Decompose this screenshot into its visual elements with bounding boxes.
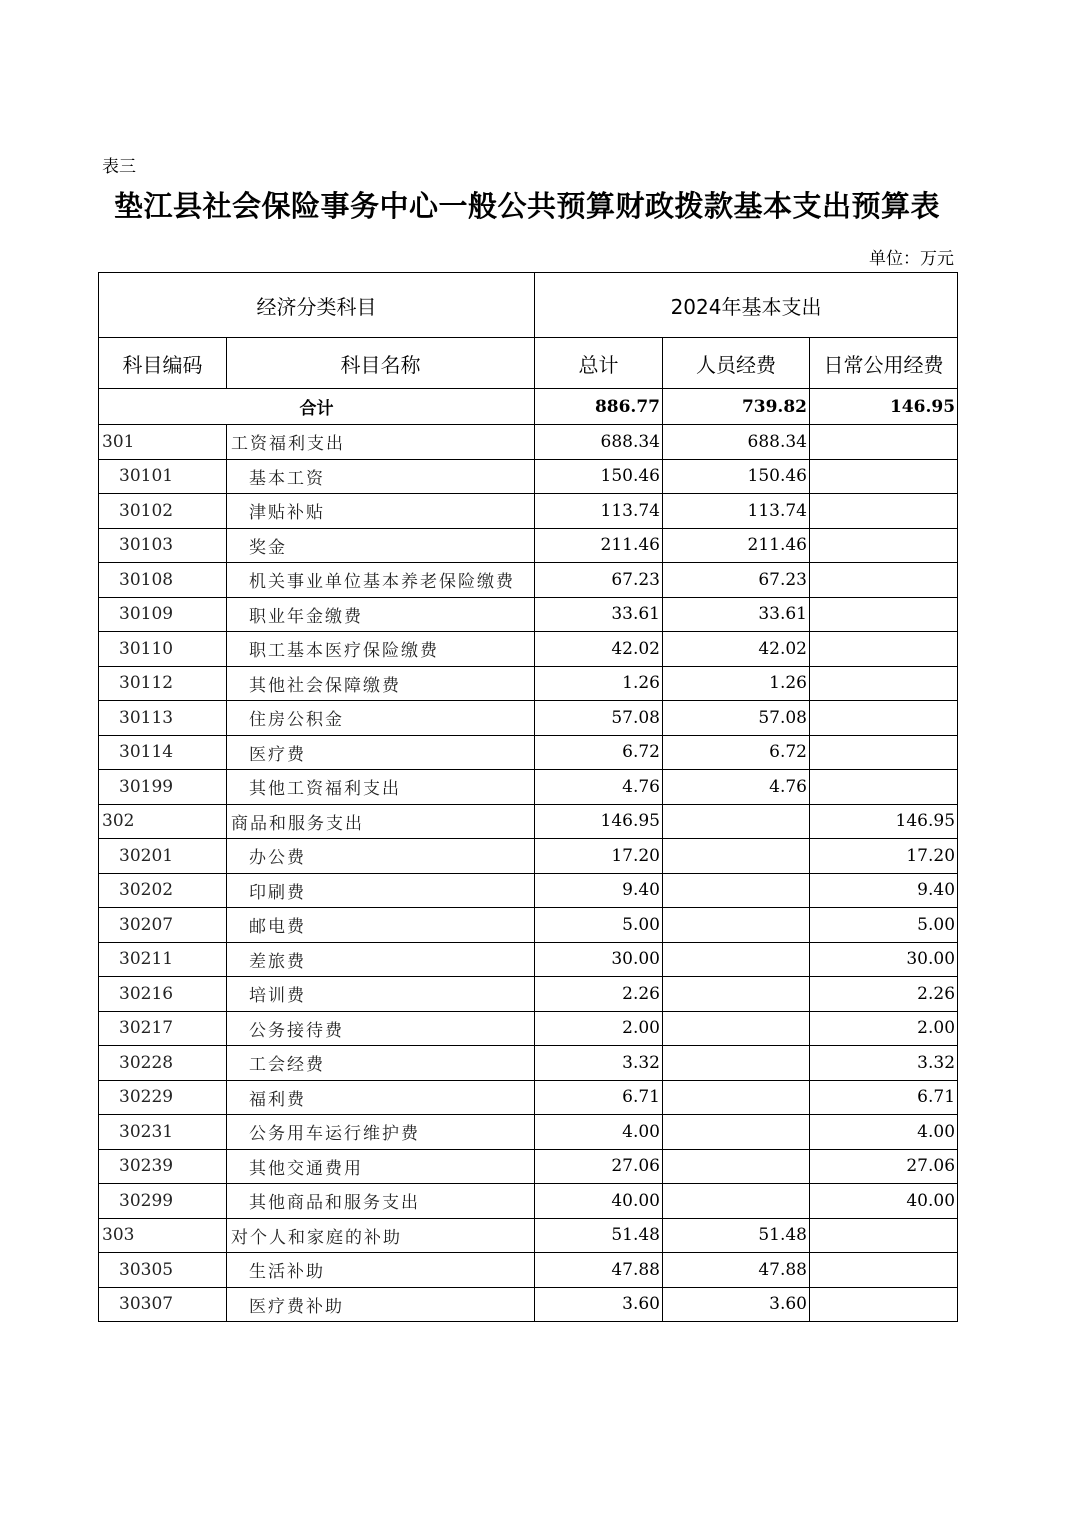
row-code: 30217: [99, 1011, 227, 1046]
row-public: [810, 494, 958, 529]
row-total: 57.08: [535, 701, 663, 736]
table-row: [99, 1149, 958, 1184]
row-public: 6.71: [810, 1080, 958, 1115]
table-row: [99, 770, 958, 805]
row-code: 30114: [99, 735, 227, 770]
row-total: 33.61: [535, 597, 663, 632]
row-name: 职工基本医疗保险缴费: [227, 632, 535, 667]
row-name: 福利费: [227, 1080, 535, 1115]
row-total: 4.00: [535, 1115, 663, 1150]
row-personnel: 47.88: [663, 1253, 810, 1288]
row-total: 2.00: [535, 1011, 663, 1046]
table-row: [99, 666, 958, 701]
row-code: 30211: [99, 942, 227, 977]
table-row: [99, 804, 958, 839]
row-public: 27.06: [810, 1149, 958, 1184]
table-row: [99, 839, 958, 874]
row-total: 42.02: [535, 632, 663, 667]
row-code: 30199: [99, 770, 227, 805]
row-personnel: 3.60: [663, 1287, 810, 1322]
row-personnel: [663, 1184, 810, 1219]
header-code: 科目编码: [99, 338, 227, 389]
row-total: 27.06: [535, 1149, 663, 1184]
row-total: 4.76: [535, 770, 663, 805]
row-total: 47.88: [535, 1253, 663, 1288]
row-personnel: 150.46: [663, 459, 810, 494]
row-personnel: [663, 1080, 810, 1115]
row-total: 17.20: [535, 839, 663, 874]
row-public: [810, 597, 958, 632]
row-name: 生活补助: [227, 1253, 535, 1288]
row-total: 30.00: [535, 942, 663, 977]
table-row: [99, 1115, 958, 1150]
row-public: 5.00: [810, 908, 958, 943]
row-name: 住房公积金: [227, 701, 535, 736]
row-name: 商品和服务支出: [227, 804, 535, 839]
summary-total: 886.77: [535, 389, 663, 425]
row-personnel: [663, 1011, 810, 1046]
header-econ-category: 经济分类科目: [99, 273, 535, 338]
row-total: 67.23: [535, 563, 663, 598]
summary-personnel: 739.82: [663, 389, 810, 425]
row-code: 303: [99, 1218, 227, 1253]
row-public: 2.00: [810, 1011, 958, 1046]
table-row: [99, 1011, 958, 1046]
table-row: [99, 1184, 958, 1219]
row-total: 1.26: [535, 666, 663, 701]
summary-public: 146.95: [810, 389, 958, 425]
budget-table: [98, 272, 958, 1322]
row-personnel: 4.76: [663, 770, 810, 805]
row-name: 公务接待费: [227, 1011, 535, 1046]
row-personnel: [663, 1149, 810, 1184]
row-total: 5.00: [535, 908, 663, 943]
table-row: [99, 459, 958, 494]
row-total: 3.32: [535, 1046, 663, 1081]
row-total: 150.46: [535, 459, 663, 494]
row-public: [810, 459, 958, 494]
page-title: 垫江县社会保险事务中心一般公共预算财政拨款基本支出预算表: [113, 189, 940, 223]
row-code: 30110: [99, 632, 227, 667]
row-total: 688.34: [535, 425, 663, 460]
row-name: 职业年金缴费: [227, 597, 535, 632]
row-public: 9.40: [810, 873, 958, 908]
row-public: [810, 632, 958, 667]
row-total: 9.40: [535, 873, 663, 908]
row-name: 医疗费补助: [227, 1287, 535, 1322]
row-code: 30113: [99, 701, 227, 736]
summary-row: [99, 389, 958, 425]
row-name: 邮电费: [227, 908, 535, 943]
row-personnel: 6.72: [663, 735, 810, 770]
row-personnel: 33.61: [663, 597, 810, 632]
row-personnel: 57.08: [663, 701, 810, 736]
row-name: 其他工资福利支出: [227, 770, 535, 805]
row-name: 机关事业单位基本养老保险缴费: [227, 563, 535, 598]
row-personnel: [663, 873, 810, 908]
table-row: [99, 1253, 958, 1288]
row-code: 30229: [99, 1080, 227, 1115]
row-name: 培训费: [227, 977, 535, 1012]
row-personnel: [663, 1046, 810, 1081]
row-public: [810, 425, 958, 460]
row-total: 40.00: [535, 1184, 663, 1219]
row-public: [810, 735, 958, 770]
row-code: 30228: [99, 1046, 227, 1081]
row-public: [810, 1287, 958, 1322]
row-personnel: 67.23: [663, 563, 810, 598]
row-personnel: [663, 804, 810, 839]
row-public: 40.00: [810, 1184, 958, 1219]
row-code: 30202: [99, 873, 227, 908]
row-total: 6.72: [535, 735, 663, 770]
table-row: [99, 942, 958, 977]
row-code: 30305: [99, 1253, 227, 1288]
table-row: [99, 977, 958, 1012]
row-code: 302: [99, 804, 227, 839]
row-total: 211.46: [535, 528, 663, 563]
table-row: [99, 701, 958, 736]
row-code: 30112: [99, 666, 227, 701]
row-name: 津贴补贴: [227, 494, 535, 529]
table-row: [99, 563, 958, 598]
table-row: [99, 597, 958, 632]
row-code: 30103: [99, 528, 227, 563]
row-name: 基本工资: [227, 459, 535, 494]
row-name: 印刷费: [227, 873, 535, 908]
header-row-2: [99, 338, 958, 389]
row-total: 146.95: [535, 804, 663, 839]
row-total: 3.60: [535, 1287, 663, 1322]
row-public: 30.00: [810, 942, 958, 977]
row-name: 公务用车运行维护费: [227, 1115, 535, 1150]
row-name: 办公费: [227, 839, 535, 874]
row-personnel: 51.48: [663, 1218, 810, 1253]
row-personnel: 42.02: [663, 632, 810, 667]
header-total: 总计: [535, 338, 663, 389]
row-code: 30307: [99, 1287, 227, 1322]
header-personnel: 人员经费: [663, 338, 810, 389]
row-public: 17.20: [810, 839, 958, 874]
table-row: [99, 908, 958, 943]
row-public: [810, 1218, 958, 1253]
row-personnel: [663, 942, 810, 977]
row-public: [810, 666, 958, 701]
table-row: [99, 632, 958, 667]
table-row: [99, 1218, 958, 1253]
table-row: [99, 1046, 958, 1081]
row-public: [810, 1253, 958, 1288]
row-code: 30207: [99, 908, 227, 943]
row-public: 4.00: [810, 1115, 958, 1150]
row-name: 医疗费: [227, 735, 535, 770]
row-code: 301: [99, 425, 227, 460]
row-name: 奖金: [227, 528, 535, 563]
row-name: 对个人和家庭的补助: [227, 1218, 535, 1253]
row-code: 30216: [99, 977, 227, 1012]
row-code: 30109: [99, 597, 227, 632]
row-public: 3.32: [810, 1046, 958, 1081]
row-personnel: [663, 839, 810, 874]
row-public: 2.26: [810, 977, 958, 1012]
row-public: [810, 528, 958, 563]
row-public: [810, 701, 958, 736]
row-personnel: 113.74: [663, 494, 810, 529]
header-public: 日常公用经费: [810, 338, 958, 389]
header-row-1: [99, 273, 958, 338]
row-total: 113.74: [535, 494, 663, 529]
row-personnel: [663, 1115, 810, 1150]
table-row: [99, 494, 958, 529]
row-total: 6.71: [535, 1080, 663, 1115]
summary-label: 合计: [99, 389, 535, 425]
row-code: 30231: [99, 1115, 227, 1150]
header-name: 科目名称: [227, 338, 535, 389]
row-name: 其他商品和服务支出: [227, 1184, 535, 1219]
table-row: [99, 528, 958, 563]
row-personnel: 688.34: [663, 425, 810, 460]
table-row: [99, 1080, 958, 1115]
row-name: 工资福利支出: [227, 425, 535, 460]
row-name: 差旅费: [227, 942, 535, 977]
row-personnel: 211.46: [663, 528, 810, 563]
table-row: [99, 735, 958, 770]
header-basic-expense: 2024年基本支出: [535, 273, 958, 338]
row-personnel: [663, 908, 810, 943]
row-public: 146.95: [810, 804, 958, 839]
row-public: [810, 770, 958, 805]
row-code: 30108: [99, 563, 227, 598]
row-name: 其他交通费用: [227, 1149, 535, 1184]
row-personnel: [663, 977, 810, 1012]
table-row: [99, 1287, 958, 1322]
table-row: [99, 873, 958, 908]
row-code: 30101: [99, 459, 227, 494]
row-name: 工会经费: [227, 1046, 535, 1081]
row-total: 2.26: [535, 977, 663, 1012]
row-name: 其他社会保障缴费: [227, 666, 535, 701]
unit-label: 单位：万元: [869, 249, 954, 269]
row-code: 30201: [99, 839, 227, 874]
table-label: 表三: [102, 157, 136, 177]
row-personnel: 1.26: [663, 666, 810, 701]
row-total: 51.48: [535, 1218, 663, 1253]
row-public: [810, 563, 958, 598]
table-row: [99, 425, 958, 460]
row-code: 30102: [99, 494, 227, 529]
row-code: 30239: [99, 1149, 227, 1184]
row-code: 30299: [99, 1184, 227, 1219]
